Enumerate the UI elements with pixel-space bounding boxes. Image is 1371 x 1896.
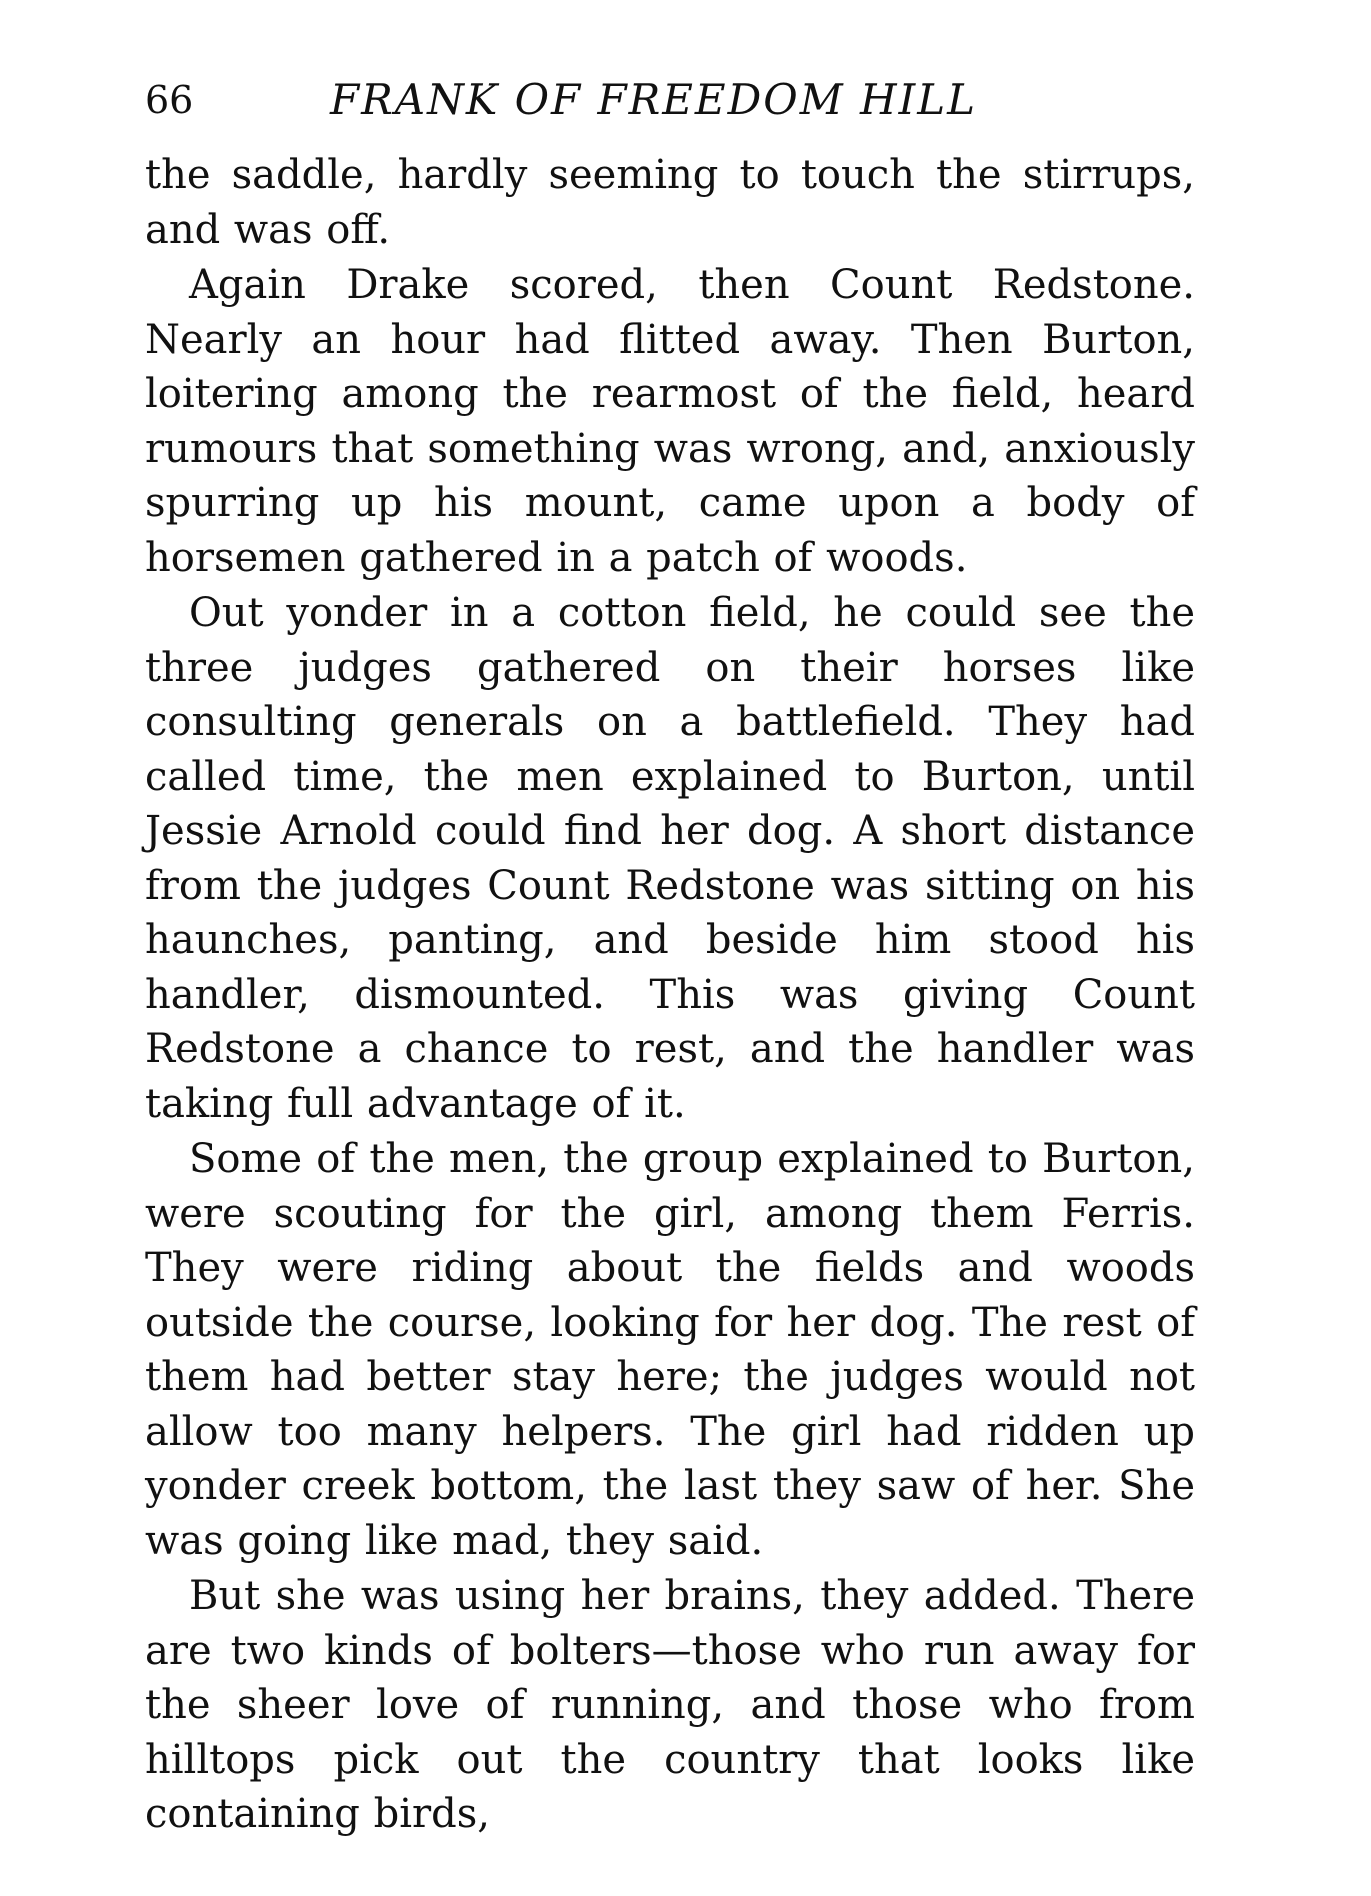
running-title: FRANK OF FREEDOM HILL xyxy=(330,75,978,124)
page-number: 66 xyxy=(145,78,194,122)
paragraph-continuation: the saddle, hardly seeming to touch the stirrups, and was off. xyxy=(145,152,1195,253)
paragraph: Some of the men, the group explained to Burton, were scouting for the girl, among them Ferris. They were riding about the fields and woods outside the course, looking for her dog. The rest of them had better stay here; the judges would not allow too many helpers. The girl had ridden up yonder creek bottom, the last they saw of her. She was going like mad, they said. xyxy=(145,1136,1195,1564)
paragraph: But she was using her brains, they added. There are two kinds of bolters—those who run away for the sheer love of running, and those who from hilltops pick out the country that looks like containing birds, xyxy=(145,1573,1195,1837)
paragraph: Out yonder in a cotton field, he could see the three judges gathered on their horses like consulting generals on a battlefield. They had called time, the men explained to Burton, until Jessie Arnold could find her dog. A short distance from the judges Count Redstone was sitting on his haunches, panting, and beside him stood his handler, dismounted. This was giving Count Redstone a chance to rest, and the handler was taking full advantage of it. xyxy=(145,590,1195,1127)
paragraph: Again Drake scored, then Count Redstone. Nearly an hour had flitted away. Then Burton, loitering among the rearmost of the field, heard rumours that something was wrong, and, anxiously spurring up his mount, came upon a body of horsemen gathered in a patch of woods. xyxy=(145,262,1195,581)
body-text xyxy=(145,148,1195,1843)
page-header xyxy=(145,70,1195,130)
